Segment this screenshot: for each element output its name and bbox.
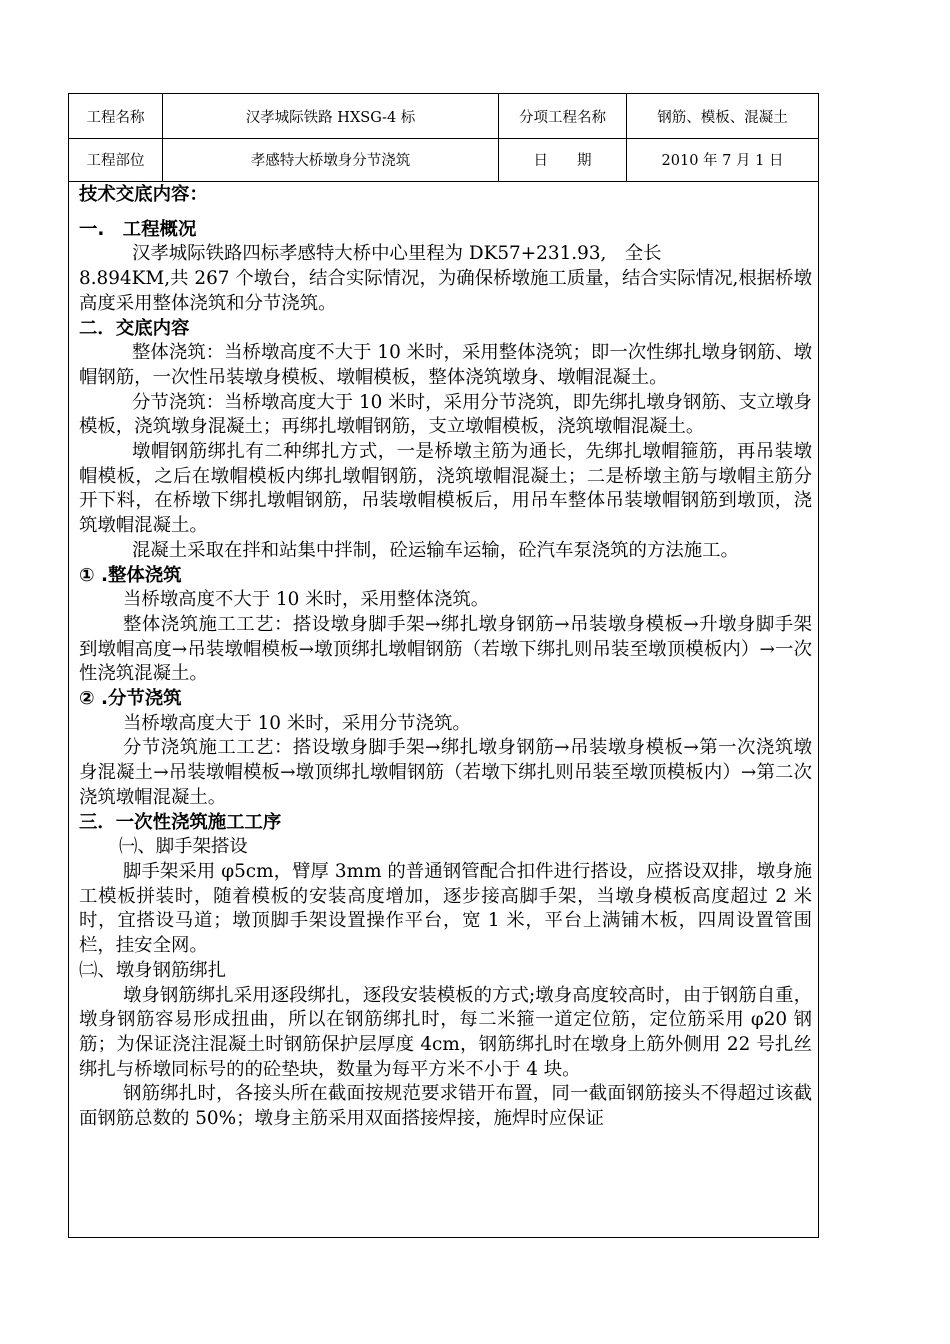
subsection-1-paragraph-2: 整体浇筑施工工艺：搭设墩身脚手架→绑扎墩身钢筋→吊装墩身模板→升墩身脚手架到墩帽高度→吊装墩帽模板→墩顶绑扎墩帽钢筋（若墩下绑扎则吊装至墩顶模板内）→一次性浇筑混凝土。 <box>79 613 812 685</box>
subsection-2-paragraph-1: 当桥墩高度大于 10 米时，采用分节浇筑。 <box>123 712 471 734</box>
content-body <box>79 183 812 1132</box>
date-label: 日 期 <box>499 138 627 181</box>
subsection-1-paragraph-1: 当桥墩高度不大于 10 米时，采用整体浇筑。 <box>123 589 490 611</box>
section-2-paragraph-2: 分节浇筑：当桥墩高度大于 10 米时，采用分节浇筑，即先绑扎墩身钢筋、支立墩身模板，浇筑墩身混凝土；再绑扎墩帽钢筋，支立墩帽模板，浇筑墩帽混凝土。 <box>79 391 812 438</box>
sub-project-value: 钢筋、模板、混凝土 <box>657 109 788 126</box>
project-name-label: 工程名称 <box>69 94 163 138</box>
section-2-paragraph-3: 墩帽钢筋绑扎有二种绑扎方式，一是桥墩主筋为通长，先绑扎墩帽箍筋，再吊装墩帽模板，之后在墩帽模板内绑扎墩帽钢筋，浇筑墩帽混凝土；二是桥墩主筋与墩帽主筋分开下料，在桥墩下绑扎墩帽钢筋，吊装墩帽模板后，用吊车整体吊装墩帽钢筋到墩顶，浇筑墩帽混凝土。 <box>79 441 812 537</box>
section-3-subtitle-2: ㈡、墩身钢筋绑扎 <box>79 959 227 981</box>
project-name-value: 汉孝城际铁路 HXSG-4 标 <box>163 94 499 138</box>
content-heading: 技术交底内容： <box>79 184 208 205</box>
section-3-subtitle-1: ㈠、脚手架搭设 <box>119 836 248 858</box>
section-2-paragraph-4: 混凝土采取在拌和站集中拌制，砼运输车运输，砼汽车泵浇筑的方法施工。 <box>132 539 739 561</box>
location-value: 孝感特大桥墩身分节浇筑 <box>163 138 499 181</box>
subsection-2-paragraph-2: 分节浇筑施工工艺：搭设墩身脚手架→绑扎墩身钢筋→吊装墩身模板→第一次浇筑墩身混凝土→吊装墩帽模板→墩顶绑扎墩帽钢筋（若墩下绑扎则吊装至墩顶模板内）→第二次浇筑墩帽混凝土。 <box>79 737 812 808</box>
header-row-1 <box>69 94 818 139</box>
section-2-title: 二．交底内容 <box>79 317 190 339</box>
section-2-paragraph-1: 整体浇筑：当桥墩高度不大于 10 米时，采用整体浇筑；即一次性绑扎墩身钢筋、墩帽钢筋，一次性吊装墩身模板、墩帽模板，整体浇筑墩身、墩帽混凝土。 <box>79 342 812 388</box>
section-1-paragraph-line-1: 汉孝城际铁路四标孝感特大桥中心里程为 DK57+231.93, 全长 <box>132 243 662 265</box>
location-label: 工程部位 <box>69 138 163 181</box>
subsection-1-title: ① .整体浇筑 <box>79 564 182 586</box>
sub-project-label: 分项工程名称 <box>499 94 627 138</box>
section-1-title: 一. 工程概况 <box>79 218 197 240</box>
section-3-title: 三．一次性浇筑施工工序 <box>79 811 282 833</box>
date-value: 2010 年 7 月 1 日 <box>661 153 784 169</box>
disclosure-form <box>68 93 819 1238</box>
section-3-paragraph-3: 钢筋绑扎时，各接头所在截面按规范要求错开布置，同一截面钢筋接头不得超过该截面钢筋总数的 50%；墩身主筋采用双面搭接焊接，施焊时应保证 <box>79 1083 812 1130</box>
header-row-2 <box>69 138 818 182</box>
section-3-paragraph-1: 脚手架采用 φ5cm，臂厚 3mm 的普通钢管配合扣件进行搭设，应搭设双排，墩身施工模板拼装时，随着模板的安装高度增加，逐步接高脚手架，当墩身模板高度超过 2 米时，宜搭设马道；墩顶脚手架设置操作平台，宽 1 米，平台上满铺木板，四周设置管围栏，挂安全网。 <box>79 860 812 957</box>
subsection-2-title: ② .分节浇筑 <box>79 688 182 710</box>
section-1-paragraph-rest: 8.894KM,共 267 个墩台，结合实际情况，为确保桥墩施工质量，结合实际情况,根据桥墩高度采用整体浇筑和分节浇筑。 <box>79 268 812 314</box>
section-3-paragraph-2: 墩身钢筋绑扎采用逐段绑扎，逐段安装模板的方式;墩身高度较高时，由于钢筋自重，墩身钢筋容易形成扭曲，所以在钢筋绑扎时，每二米箍一道定位筋，定位筋采用 φ20 钢筋；为保证浇注混凝土时钢筋保护层厚度 4cm，钢筋绑扎时在墩身上筋外侧用 22 号扎丝绑扎与桥墩同标号的的砼垫块，数量为每平方米不小于 4 块。 <box>79 984 812 1080</box>
